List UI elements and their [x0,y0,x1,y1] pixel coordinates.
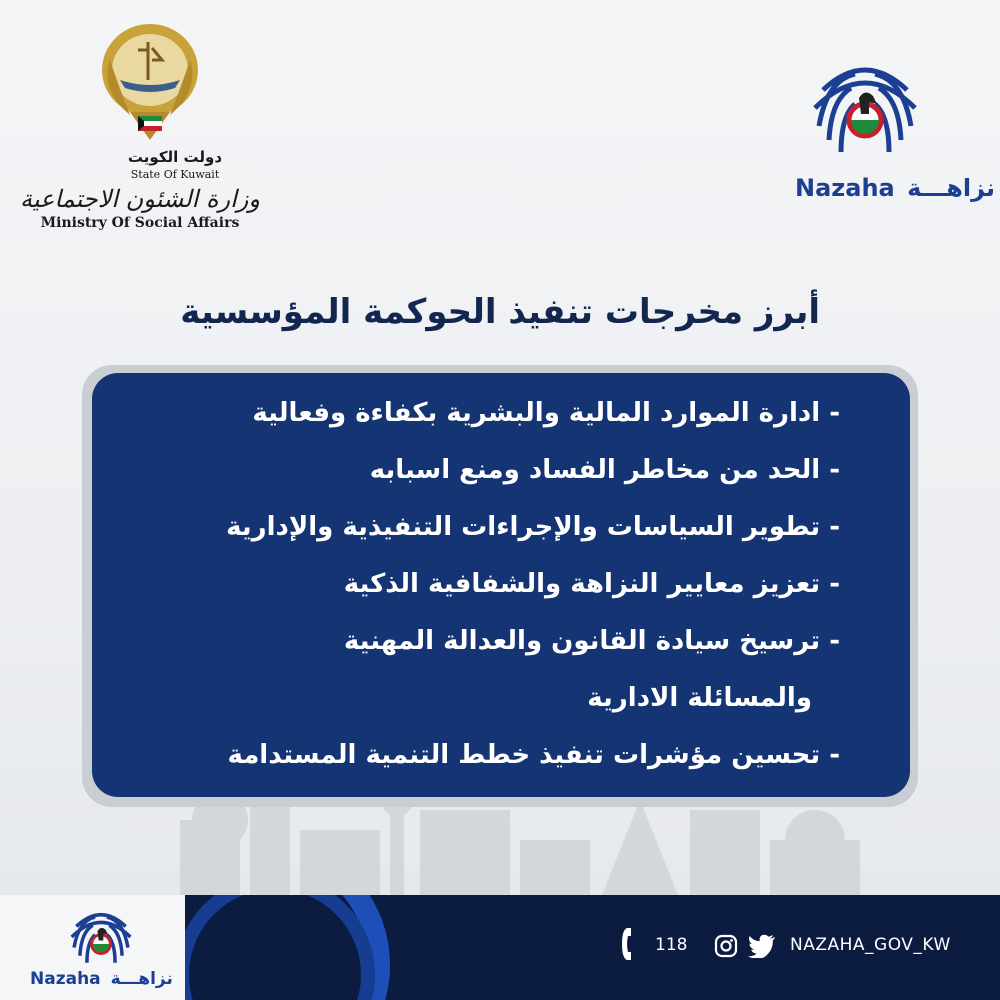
footer-brand-name-ar: نزاهـــة [110,969,173,989]
twitter-icon[interactable] [748,934,776,958]
brand-name-ar: نزاهـــة [907,174,996,202]
phone-icon [620,926,642,962]
nazaha-logo-footer [30,903,180,998]
list-item: - الحد من مخاطر الفساد ومنع اسبابه [369,455,840,485]
ministry-name-ar: وزارة الشئون الاجتماعية [20,185,260,213]
list-item: - تحسين مؤشرات تنفيذ خطط التنمية المستدامة [227,740,840,770]
ministry-name-en: Ministry Of Social Affairs [40,215,240,231]
list-item: - تطوير السياسات والإجراءات التنفيذية والإدارية [226,512,840,542]
brand-name-en: Nazaha [795,174,895,202]
list-item-continuation: والمسائلة الادارية [587,683,812,713]
list-item: - ترسيخ سيادة القانون والعدالة المهنية [343,626,840,656]
kuwait-emblem-icon [90,20,210,145]
list-item: - تعزيز معايير النزاهة والشفافية الذكية [343,569,840,599]
instagram-icon[interactable] [714,934,738,958]
list-item: - ادارة الموارد المالية والبشرية بكفاءة وفعالية [252,398,840,428]
phone-number[interactable]: 118 [655,935,688,955]
footer-decor-arc [175,895,375,1000]
nazaha-logo [795,50,996,210]
footer-brand-name-en: Nazaha [30,969,101,989]
state-name-ar: دولت الكويت [127,148,223,166]
page-title: أبرز مخرجات تنفيذ الحوكمة المؤسسية [180,292,820,332]
ministry-logo [20,20,260,230]
state-name-en: State Of Kuwait [130,168,220,181]
outputs-list [110,385,840,784]
nazaha-eagle-icon [65,903,137,971]
nazaha-eagle-icon [807,50,923,166]
social-handle[interactable]: NAZAHA_GOV_KW [790,935,951,955]
